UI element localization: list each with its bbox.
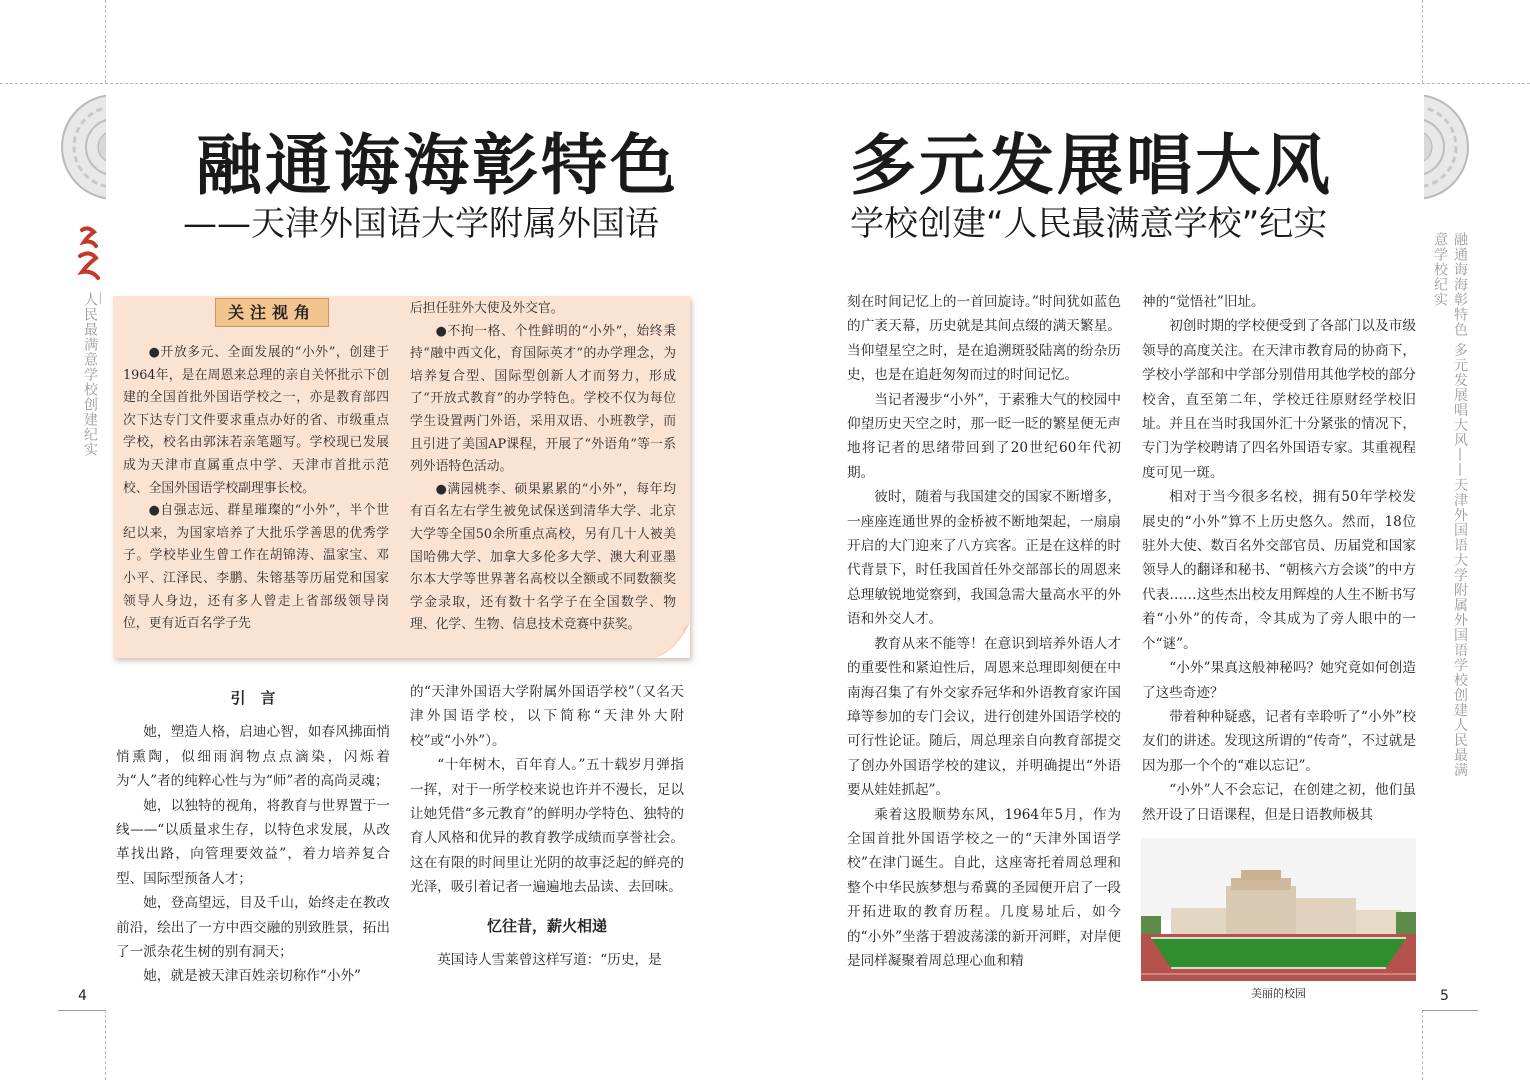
article-paragraph: 英国诗人雪莱曾这样写道：“历史，是: [437, 952, 662, 969]
photo-caption: 美丽的校园: [1251, 987, 1306, 1000]
article-paragraph: 她，就是被天津百姓亲切称作“小外”: [143, 968, 361, 985]
article-paragraph: 彼时，随着与我国建交的国家不断增多，一座座连通世界的金桥被不断地架起，一扇扇开启的大门迎来了八方宾客。正是在这样的时代背景下，时任我国首任外交部部长的周恩来总理敏锐地觉察到，我国急需大量高水平的外语和外交人才。: [847, 489, 1121, 628]
article-paragraph: 乘着这股顺势东风，1964年5月，作为全国首批外国语学校之一的“天津外国语学校”在津门诞生。自此，这座寄托着周总理和整个中华民族梦想与希冀的圣园便开启了一段开拓进取的教育历程。几度易址后，如今的“小外”坐落于碧波荡漾的新开河畔，对岸便是同样凝聚着周总理心血和精: [847, 806, 1121, 969]
article-paragraph: 当记者漫步“小外”，于素雅大气的校园中仰望历史天空之时，那一眨一眨的繁星便无声地将记者的思绪带回到了20世纪60年代初期。: [847, 391, 1121, 481]
article-paragraph: 她，塑造人格，启迪心智，如春风拂面悄悄熏陶，似细雨润物点点滴染，闪烁着为“人”者的纯粹心性与为“师”者的高尚灵魂；: [116, 724, 390, 790]
right-side-label: 融通诲海彰特色 多元发展唱大风——天津外国语大学附属外国语学校创建人民最满意学校纪实: [1432, 232, 1468, 778]
article-paragraph: 的“天津外国语大学附属外国语学校”（又名天津外国语学校，以下简称“天津外大附校”或“小外”）。: [410, 684, 684, 749]
focus-box-tag: 关注视角: [215, 298, 329, 327]
box-paragraph: ●自强志远、群星璀璨的“小外”，半个世纪以来，为国家培养了大批乐学善思的优秀学子。学校毕业生曾工作在胡锦涛、温家宝、邓小平、江泽民、李鹏、朱镕基等历届党和国家领导人身边，还有多人曾走上省部级领导岗位，更有近百名学子先: [123, 503, 389, 632]
article-paragraph: 相对于当今很多名校，拥有50年学校发展史的“小外”算不上历史悠久。然而，18位驻外大使、数百名外交部官员、历届党和国家领导人的翻译和秘书、“朝核六方会谈”的中方代表……这些杰出校友用辉煌的人生不断书写着“小外”的传奇，令其成为了旁人眼中的一个“谜”。: [1142, 489, 1416, 652]
campus-photo: [1141, 838, 1416, 981]
section-heading-intro: 引 言: [230, 689, 276, 707]
box-paragraph: ●开放多元、全面发展的“小外”，创建于1964年，是在周恩来总理的亲自关怀批示下创建的全国首批外国语学校之一，亦是教育部四次下达专门文件要求重点办好的省、市级重点学校，校名由郭沫若亲笔题写。学校现已发展成为天津市直属重点中学、天津市首批示范校、全国外国语学校副理事长校。: [123, 345, 389, 496]
footer-rule-left: [58, 1010, 105, 1011]
article-paragraph: “小外”果真这般神秘吗？她究竟如何创造了这些奇迹？: [1142, 660, 1416, 701]
article-paragraph: “十年树木，百年育人。”五十载岁月弹指一挥，对于一所学校来说也许并不漫长，足以让她凭借“多元教育”的鲜明办学特色、独特的育人风格和优异的教育教学成绩而享誉社会。这在有限的时间里让光阴的故事泛起的鲜亮的光泽，吸引着记者一遍遍地去品读、去回味。: [410, 757, 684, 896]
crop-mark-left-bottom: [105, 1010, 106, 1080]
page-number-right: 5: [1440, 988, 1449, 1004]
section-heading-history: 忆往昔，薪火相递: [486, 916, 607, 935]
crop-mark-right-bottom: [1422, 1010, 1423, 1080]
article-paragraph: 神的“觉悟社”旧址。: [1142, 294, 1265, 310]
subtitle-left: ——天津外国语大学附属外国语: [183, 204, 659, 244]
title-left: 融通诲海彰特色: [196, 127, 679, 204]
article-paragraph: 刻在时间记忆上的一首回旋诗。”时间犹如蓝色的广袤天幕，历史就是其间点缀的满天繁星。当仰望星空之时，是在追溯斑驳陆离的纷杂历史，也是在追赶匆匆而过的时间记忆。: [847, 294, 1121, 384]
subtitle-right: 学校创建“人民最满意学校”纪实: [850, 204, 1328, 244]
article-column-3: [847, 290, 1121, 973]
article-paragraph: 她，以独特的视角，将教育与世界置于一线——“以质量求生存，以特色求发展，从改革找出路，向管理要效益”，着力培养复合型、国际型预备人才；: [116, 797, 390, 887]
title-right: 多元发展唱大风: [850, 127, 1333, 204]
box-paragraph: ●不拘一格、个性鲜明的“小外”，始终秉持“融中西文化，育国际英才”的办学理念，为培养复合型、国际型创新人才而努力，形成了“开放式教育”的办学特色。学校不仅为每位学生设置两门外语，采用双语、小班教学，而且引进了美国AP课程，开展了“外语角”等一系列外语特色活动。: [410, 323, 676, 475]
article-paragraph: 教育从来不能等！在意识到培养外语人才的重要性和紧迫性后，周恩来总理即刻便在中南海召集了有外交家乔冠华和外语教育家许国璋等参加的专门会议，进行创建外国语学校的可行性论证。随后，周总理亲自向教育部提交了创办外国语学校的建议，并明确提出“外语要从娃娃抓起”。: [847, 635, 1121, 799]
page-number-left: 4: [78, 988, 87, 1004]
article-column-1: [116, 672, 390, 989]
crop-mark-right: [1422, 0, 1423, 83]
article-column-4: [1142, 290, 1416, 827]
top-dashed-line: [0, 83, 1530, 84]
article-paragraph: 初创时期的学校便受到了各部门以及市级领导的高度关注。在天津市教育局的协商下，学校小学部和中学部分别借用其他学校的部分校舍，直至第二年，学校迁往原财经学校旧址。并且在当时我国外汇十分紧张的情况下，专门为学校聘请了四名外国语专家。其重视程度可见一斑。: [1142, 318, 1416, 481]
focus-box-col1: [123, 342, 389, 636]
decorative-medallion-left: [36, 92, 106, 202]
footer-rule-right: [1422, 1010, 1478, 1011]
focus-box-col2: [410, 298, 676, 637]
decorative-medallion-right: [1424, 92, 1494, 202]
article-paragraph: 她，登高望远，目及千山，始终走在教改前沿，绘出了一方中西交融的别致胜景，拓出了一派杂花生树的别有洞天；: [116, 895, 390, 961]
left-side-label: 人民最满意学校创建纪实: [80, 292, 101, 457]
article-paragraph: 带着种种疑惑，记者有幸聆听了“小外”校友们的讲述。发现这所谓的“传奇”，不过就是因为那一个个的“难以忘记”。: [1142, 708, 1416, 774]
article-column-2: [410, 680, 684, 972]
crop-mark-left: [105, 0, 106, 83]
box-paragraph: 后担任驻外大使及外交官。: [410, 301, 564, 316]
box-paragraph: ●满园桃李、硕果累累的“小外”，每年均有百名左右学生被免试保送到清华大学、北京大学等全国50余所重点高校，另有几十人被美国哈佛大学、加拿大多伦多大学、澳大利亚墨尔本大学等世界著名高校以全额或不同数额奖学金录取，还有数十名学子在全国数学、物理、化学、生物、信息技术竞赛中获奖。: [410, 481, 676, 633]
article-paragraph: “小外”人不会忘记，在创建之初，他们虽然开设了日语课程，但是日语教师极其: [1142, 782, 1416, 823]
calligraphy-seal-icon: [74, 224, 104, 284]
